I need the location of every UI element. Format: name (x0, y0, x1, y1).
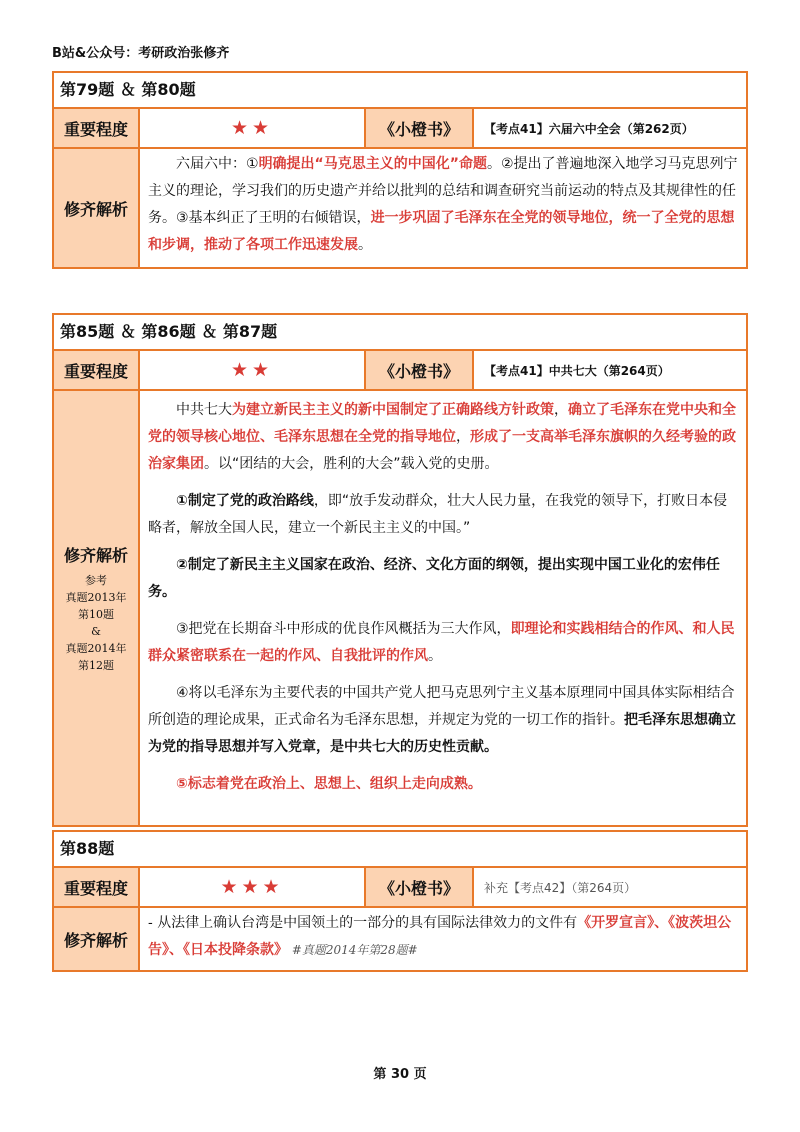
highlight-text: 为建立新民主主义的新中国制定了正确路线方针政策 (232, 402, 554, 418)
analysis-paragraph (148, 397, 738, 478)
text-run: 六届六中：① (176, 156, 259, 172)
analysis-paragraph (148, 151, 738, 259)
analysis-paragraph (148, 680, 738, 761)
text-run: ③把党在长期奋斗中形成的优良作风概括为三大作风， (176, 621, 511, 637)
note-line: 参考 (85, 573, 107, 587)
book-label: 《小橙书》 (366, 351, 474, 389)
note-line: 真题2013年 (65, 590, 127, 604)
text-run: ， (554, 402, 568, 418)
analysis-row (54, 908, 746, 970)
importance-label: 重要程度 (54, 351, 140, 389)
analysis-label: 修齐解析 (54, 149, 140, 267)
text-run: 中共七大 (176, 402, 232, 418)
analysis-paragraph (148, 488, 738, 542)
analysis-paragraph (148, 552, 738, 606)
book-label: 《小橙书》 (366, 868, 474, 906)
analysis-row (54, 391, 746, 825)
question-card-79-80 (52, 71, 748, 269)
text-run: ， (456, 429, 470, 445)
highlight-text: 《开罗宣言》、《波茨坦公告》、《日本投降条款》 (148, 915, 732, 958)
analysis-content (140, 149, 746, 267)
reference-text: 【考点41】中共七大（第264页） (484, 363, 670, 378)
note-line: 第12题 (78, 658, 114, 672)
card-title: 第79题 ＆ 第80题 (54, 73, 746, 109)
text-run: ，即“放手发动群众，壮大人民力量，在我党的领导下，打败日本侵略者，解放全国人民，建立一个新民主主义的中国。” (148, 493, 728, 536)
text-run: 。以“团结的大会，胜利的大会”载入党的史册。 (204, 456, 499, 472)
question-card-85-87 (52, 313, 748, 827)
analysis-content (140, 391, 746, 825)
text-run: 从法律上确认台湾是中国领土的一部分的具有国际法律效力的文件有 (157, 915, 578, 931)
card-title: 第88题 (54, 832, 746, 868)
reference-text: 补充【考点42】（第264页） (484, 880, 637, 895)
highlight-text: ⑤标志着党在政治上、思想上、组织上走向成熟。 (176, 776, 482, 792)
card-title: 第85题 ＆ 第86题 ＆ 第87题 (54, 315, 746, 351)
page-number: 第 30 页 (373, 1067, 427, 1082)
analysis-label-text: 修齐解析 (63, 545, 128, 565)
analysis-paragraph (148, 616, 738, 670)
analysis-label (54, 391, 140, 825)
page-header: B站&公众号：考研政治张修齐 (52, 46, 230, 61)
dash-marker: ‐ (148, 915, 158, 931)
importance-row (54, 351, 746, 391)
note-line: 真题2014年 (65, 641, 127, 655)
importance-label: 重要程度 (54, 109, 140, 147)
bold-text: ①制定了党的政治路线 (176, 493, 314, 509)
text-run: ④将以毛泽东为主要代表的中国共产党人把马克思列宁主义基本原理同中国具体实际相结合所创造的理论成果，正式命名为毛泽东思想，并规定为党的一切工作的指针。 (148, 685, 735, 728)
text-run: 。②提出了普遍地深入地学习马克思列宁主义的理论，学习我们的历史遗产并给以批判的总结和调查研究当前运动的特点及其规律性的任务。③基本纠正了王明的右倾错误， (148, 156, 738, 226)
importance-label: 重要程度 (54, 868, 140, 906)
bold-text: ②制定了新民主主义国家在政治、经济、文化方面的纲领，提出实现中国工业化的宏伟任务。 (148, 557, 720, 600)
importance-row (54, 109, 746, 149)
bold-text: 把毛泽东思想确立为党的指导思想并写入党章，是中共七大的历史性贡献。 (148, 712, 736, 755)
highlight-text: 形成了一支高举毛泽东旗帜的久经考验的政治家集团 (148, 429, 736, 472)
importance-stars: ★★ (140, 109, 366, 147)
exam-tag: #真题2014年第28题# (288, 943, 418, 957)
highlight-text: 即理论和实践相结合的作风、和人民群众紧密联系在一起的作风、自我批评的作风 (148, 621, 735, 664)
note-line: & (91, 624, 101, 638)
book-label: 《小橙书》 (366, 109, 474, 147)
analysis-label: 修齐解析 (54, 908, 140, 970)
analysis-content (140, 908, 746, 970)
text-run: 。 (428, 648, 442, 664)
analysis-paragraph (148, 910, 738, 964)
highlight-text: 进一步巩固了毛泽东在全党的领导地位，统一了全党的思想和步调，推动了各项工作迅速发展 (148, 210, 735, 253)
importance-row (54, 868, 746, 908)
question-card-88 (52, 830, 748, 972)
reference-text: 【考点41】六届六中全会（第262页） (484, 121, 694, 136)
highlight-text: 明确提出“马克思主义的中国化”命题 (258, 156, 487, 172)
importance-stars: ★★ (140, 351, 366, 389)
importance-stars: ★★★ (140, 868, 366, 906)
analysis-paragraph (148, 771, 738, 798)
text-run: 。 (358, 237, 372, 253)
highlight-text: 确立了毛泽东在党中央和全党的领导核心地位、毛泽东思想在全党的指导地位 (148, 402, 736, 445)
analysis-row (54, 149, 746, 267)
note-line: 第10题 (78, 607, 114, 621)
exam-reference-note (66, 572, 127, 674)
